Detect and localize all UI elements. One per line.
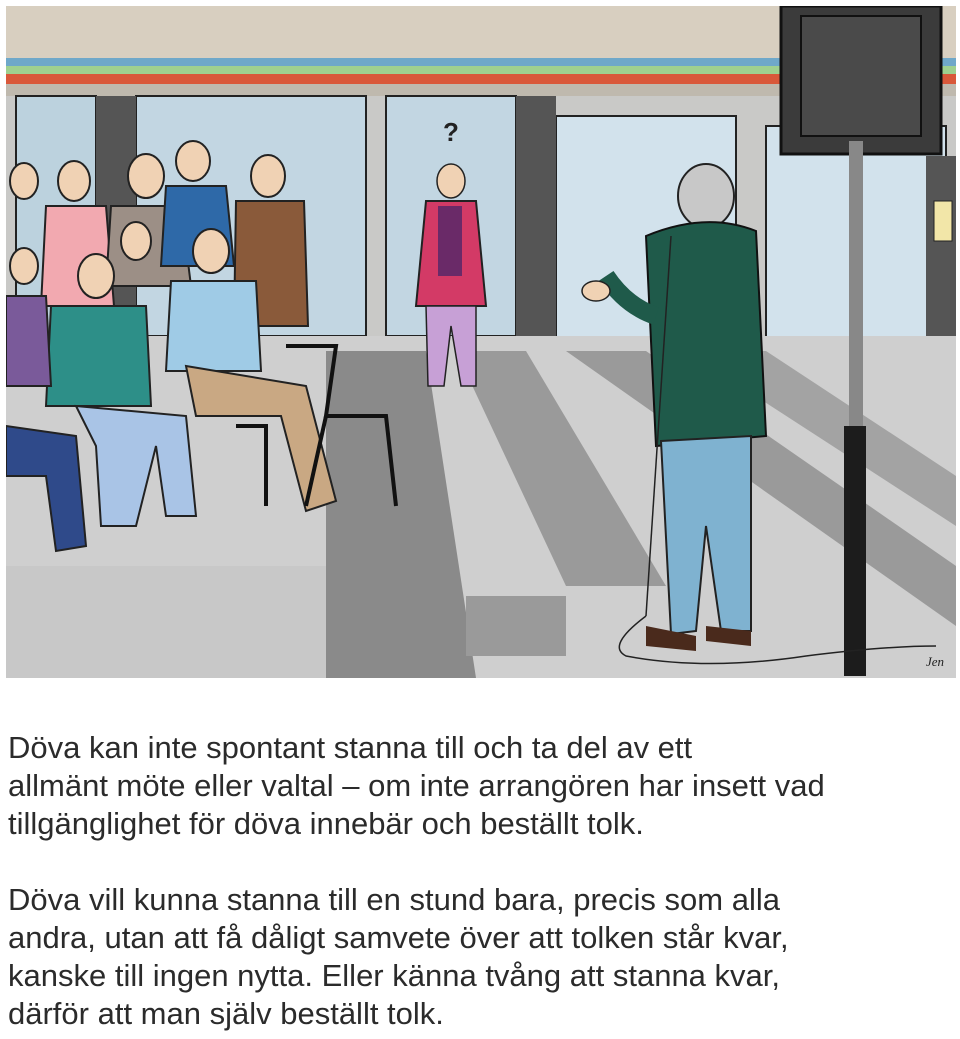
caption-paragraph-1: Döva kan inte spontant stanna till och ta del av ett allmänt möte eller valtal – om inte arrangören har insett vad tillgänglighet för döva innebär och beställt tolk. [8,730,825,841]
artist-signature: Jen [926,654,945,669]
meeting-illustration [6,6,956,678]
caption-paragraph-2: Döva vill kunna stanna till en stund bara, precis som alla andra, utan att få dåligt samvete över att tolken står kvar, kanske till ingen nytta. Eller känna tvång att stanna kvar, därför att man själv beställt tolk. [8,882,789,1031]
question-mark: ? [443,117,459,147]
